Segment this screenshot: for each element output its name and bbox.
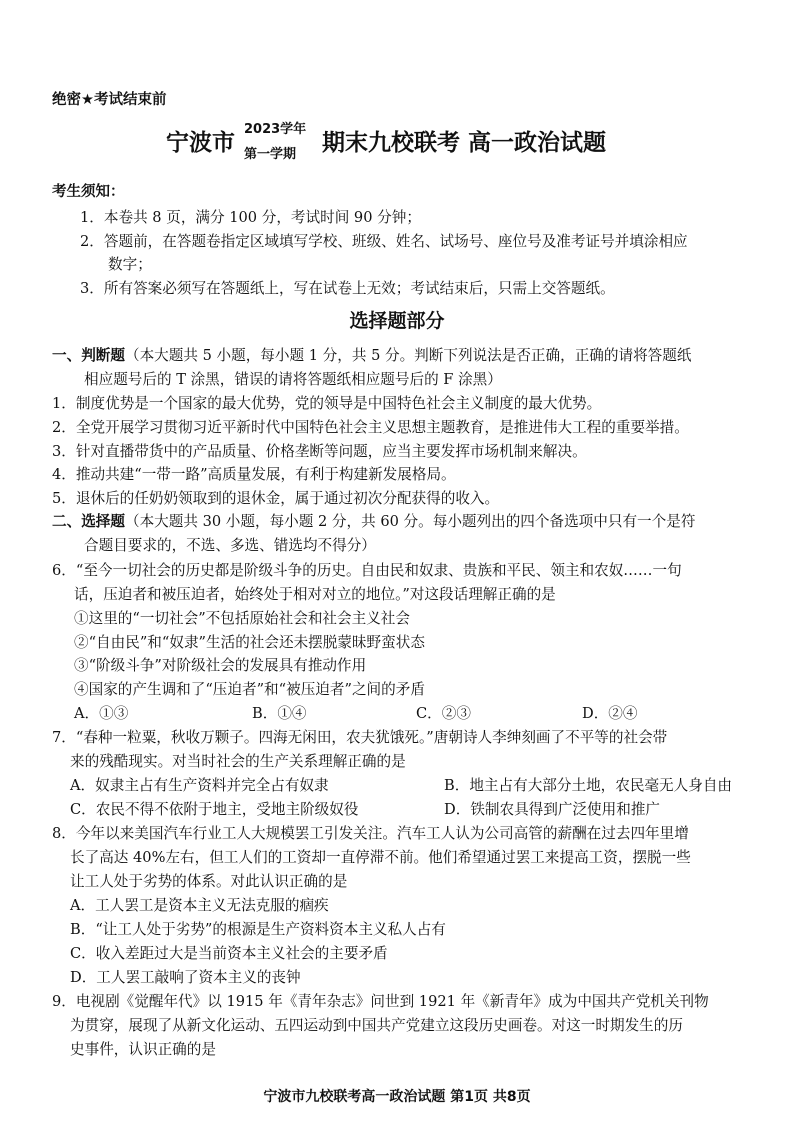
part2-heading: 二、选择题	[52, 513, 125, 530]
question-6-statement: ①这里的“一切社会”不包括原始社会和社会主义社会	[74, 610, 410, 627]
judgment-item: 1．制度优势是一个国家的最大优势，党的领导是中国特色社会主义制度的最大优势。	[52, 395, 602, 412]
part1-intro-cont: 相应题号后的 T 涂黑，错误的请将答题纸相应题号后的 F 涂黑）	[84, 371, 502, 388]
question-6-statement: ③“阶级斗争”对阶级社会的发展具有推动作用	[74, 657, 367, 674]
question-6-option-b: B．①④	[252, 705, 307, 722]
section-title: 选择题部分	[349, 310, 445, 332]
question-8-stem: 8．今年以来美国汽车行业工人大规模罢工引发关注。汽车工人认为公司高管的薪酬在过去四年里增	[52, 825, 689, 842]
question-8-option-b: B．“让工人处于劣势”的根源是生产资料资本主义私人占有	[70, 921, 446, 938]
title-main: 期末九校联考 高一政治试题	[322, 130, 607, 156]
question-6-option-a: A．①③	[74, 705, 129, 722]
title-semester: 第一学期	[244, 147, 297, 162]
judgment-item: 2．全党开展学习贯彻习近平新时代中国特色社会主义思想主题教育，是推进伟大工程的重要举措。	[52, 419, 689, 436]
question-7-option-d: D．铁制农具得到广泛使用和推广	[444, 801, 661, 818]
question-8-stem: 让工人处于劣势的体系。对此认识正确的是	[70, 873, 348, 890]
question-9-stem: 史事件，认识正确的是	[70, 1041, 216, 1058]
question-6-statement: ④国家的产生调和了“压迫者”和“被压迫者”之间的矛盾	[74, 681, 425, 698]
judgment-item: 4．推动共建“一带一路”高质量发展，有利于构建新发展格局。	[52, 466, 456, 483]
notice-item: 1．本卷共 8 页，满分 100 分，考试时间 90 分钟；	[80, 209, 421, 226]
question-7-option-a: A．奴隶主占有生产资料并完全占有奴隶	[70, 777, 329, 794]
question-7-option-c: C．农民不得不依附于地主，受地主阶级奴役	[70, 801, 359, 818]
judgment-item: 5．退休后的任奶奶领取到的退休金，属于通过初次分配获得的收入。	[52, 490, 500, 507]
part2-intro-text: （本大题共 30 小题，每小题 2 分，共 60 分。每小题列出的四个备选项中只有一个是符	[124, 513, 696, 530]
title-year: 2023学年	[244, 122, 307, 137]
part2-intro	[52, 510, 695, 531]
question-6-option-c: C．②③	[416, 705, 471, 722]
question-9-stem: 为贯穿，展现了从新文化运动、五四运动到中国共产党建立这段历史画卷。对这一时期发生的历	[70, 1017, 683, 1034]
part1-intro-text: （本大题共 5 小题，每小题 1 分，共 5 分。判断下列说法是否正确，正确的请将答题纸	[124, 347, 692, 364]
notice-item: 3．所有答案必须写在答题纸上，写在试卷上无效；考试结束后，只需上交答题纸。	[80, 280, 615, 297]
notice-item: 数字；	[108, 256, 152, 273]
question-7-option-b: B．地主占有大部分土地，农民毫无人身自由	[444, 777, 733, 794]
question-6-stem: 话，压迫者和被压迫者，始终处于相对对立的地位。”对这段话理解正确的是	[74, 586, 556, 603]
question-6-option-d: D．②④	[582, 705, 638, 722]
notice-heading: 考生须知：	[52, 184, 125, 200]
question-8-option-c: C．收入差距过大是当前资本主义社会的主要矛盾	[70, 945, 388, 962]
question-8-stem: 长了高达 40%左右，但工人们的工资却一直停滞不前。他们希望通过罢工来提高工资，摆脱一些	[70, 849, 691, 866]
question-9-stem: 9．电视剧《觉醒年代》以 1915 年《青年杂志》问世到 1921 年《新青年》成为中国共产党机关刊物	[52, 993, 709, 1010]
part2-intro-cont: 合题目要求的，不选、多选、错选均不得分）	[84, 537, 376, 554]
question-7-stem: 来的残酷现实。对当时社会的生产关系理解正确的是	[70, 753, 406, 770]
part1-heading: 一、判断题	[52, 347, 125, 364]
confidential-label: 绝密★考试结束前	[52, 92, 167, 108]
title-city: 宁波市	[166, 130, 235, 156]
question-6-stem: 6．“至今一切社会的历史都是阶级斗争的历史。自由民和奴隶、贵族和平民、领主和农奴……一句	[52, 562, 682, 579]
question-8-option-a: A．工人罢工是资本主义无法克服的痼疾	[70, 897, 329, 914]
page-footer: 宁波市九校联考高一政治试题 第1页 共8页	[263, 1089, 531, 1105]
part1-intro	[52, 344, 691, 365]
notice-item: 2．答题前，在答题卷指定区域填写学校、班级、姓名、试场号、座位号及准考证号并填涂相应	[80, 233, 688, 250]
question-6-statement: ②“自由民”和“奴隶”生活的社会还未摆脱蒙昧野蛮状态	[74, 634, 425, 651]
question-8-option-d: D．工人罢工敲响了资本主义的丧钟	[70, 969, 301, 986]
judgment-item: 3．针对直播带货中的产品质量、价格垄断等问题，应当主要发挥市场机制来解决。	[52, 443, 587, 460]
page-title	[0, 118, 794, 168]
question-7-stem: 7．“春种一粒粟，秋收万颗子。四海无闲田，农夫犹饿死。”唐朝诗人李绅刻画了不平等的社会带	[52, 729, 668, 746]
